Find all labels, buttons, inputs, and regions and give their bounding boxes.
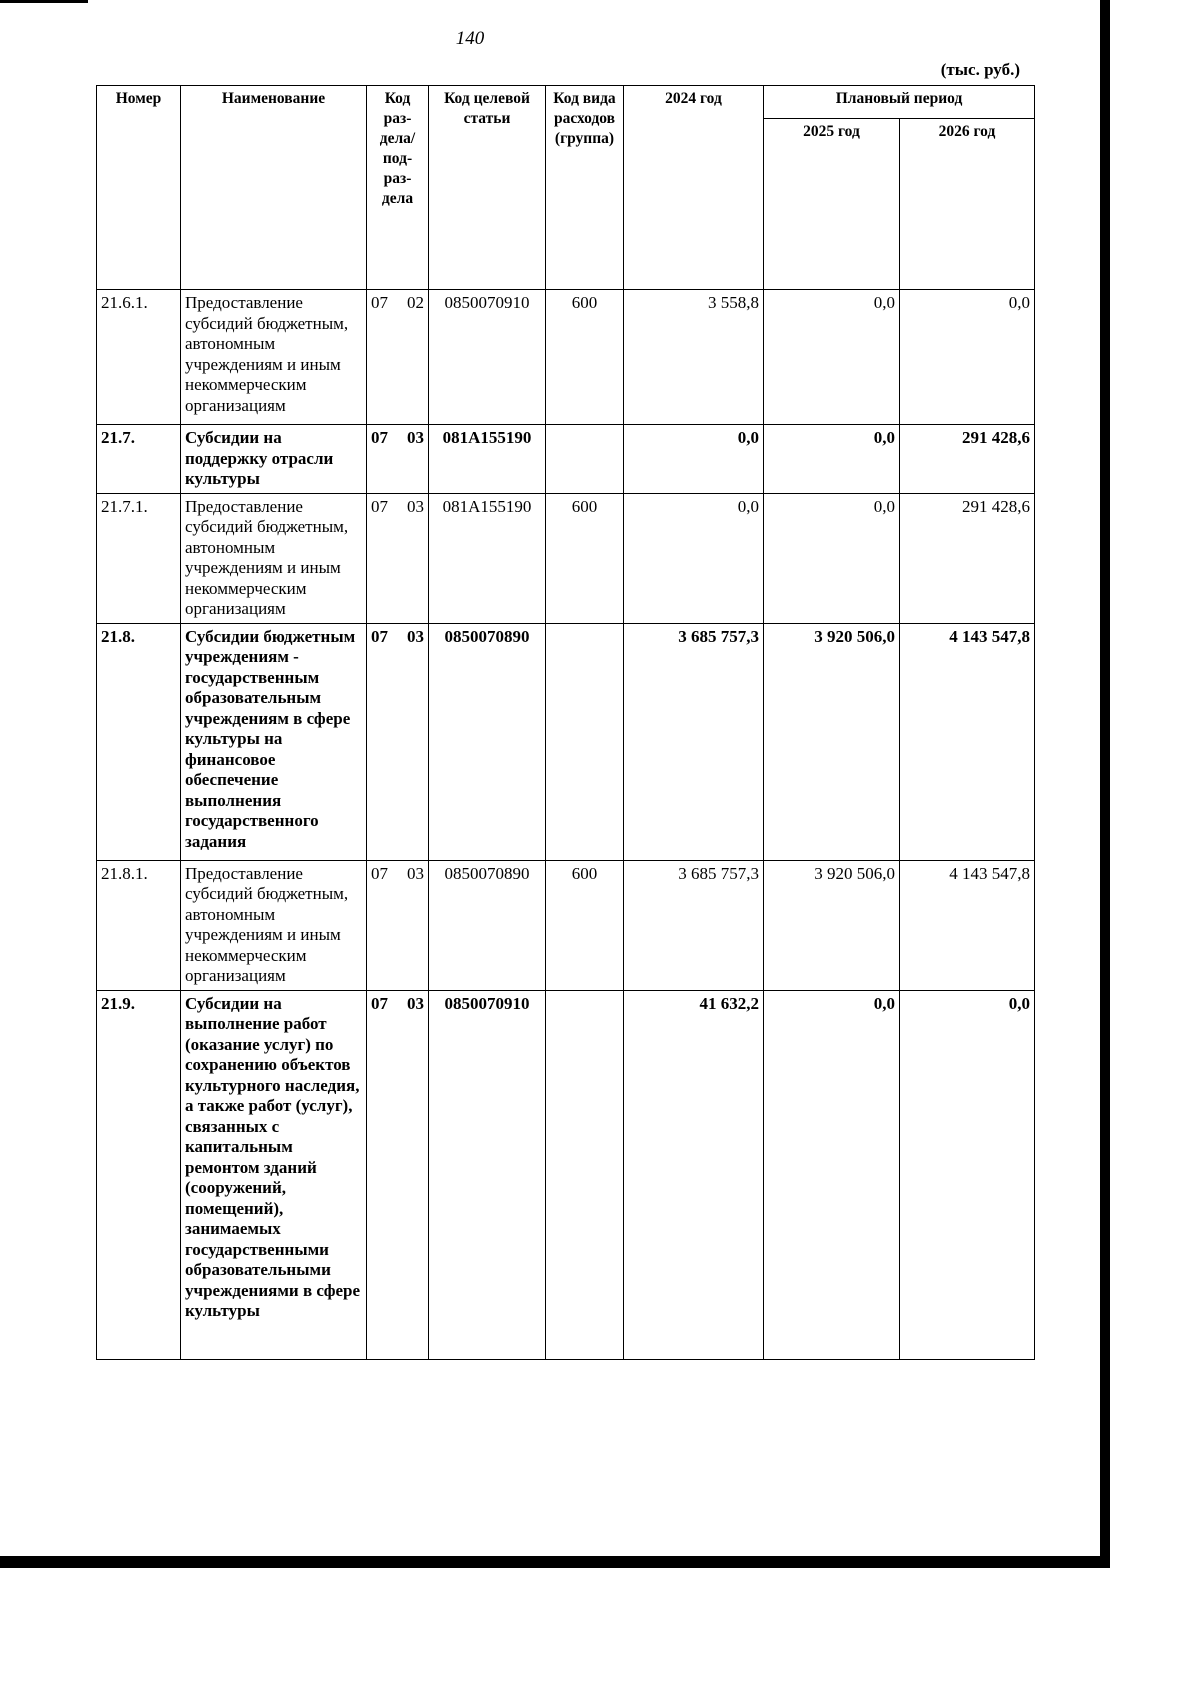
row-2025: 0,0: [764, 990, 900, 1359]
row-2024: 0,0: [624, 425, 764, 494]
header-year-2025: 2025 год: [764, 119, 900, 290]
row-name: Субсидии на выполнение работ (оказание услуг) по сохранению объектов культурного наследия, а также работ (услуг), связанных с капитальным ремонтом зданий (сооружений, помещений), занимаемых государственными образовательными учреждениями в сфере культуры: [181, 990, 367, 1359]
table-row: [97, 290, 1035, 425]
table-body: [97, 290, 1035, 1360]
row-2025: 0,0: [764, 425, 900, 494]
row-section-code: [367, 990, 429, 1359]
table-row: [97, 623, 1035, 860]
row-2026: 291 428,6: [900, 425, 1035, 494]
table-header: [97, 86, 1035, 290]
row-number: 21.7.1.: [97, 493, 181, 623]
row-number: 21.8.: [97, 623, 181, 860]
row-2026: 4 143 547,8: [900, 860, 1035, 990]
table-row: [97, 860, 1035, 990]
page-number: 140: [455, 28, 485, 49]
row-section: 07: [371, 993, 388, 1013]
row-name: Субсидии на поддержку отрасли культуры: [181, 425, 367, 494]
row-2025: 0,0: [764, 493, 900, 623]
header-planned-period: Плановый период: [764, 86, 1035, 119]
row-2026: 291 428,6: [900, 493, 1035, 623]
row-2024: 3 558,8: [624, 290, 764, 425]
row-expense-type: [546, 990, 624, 1359]
scan-edge-mark: [0, 0, 88, 3]
scan-border-right: [1100, 0, 1110, 1568]
row-subsection: 02: [407, 293, 424, 312]
row-expense-type: 600: [546, 493, 624, 623]
budget-table: [96, 85, 1035, 1360]
row-section: 07: [371, 626, 388, 646]
row-target-code: 081A155190: [429, 493, 546, 623]
row-name: Предоставление субсидий бюджетным, автономным учреждениям и иным некоммерческим организациям: [181, 290, 367, 425]
units-label: (тыс. руб.): [940, 60, 1020, 79]
row-number: 21.8.1.: [97, 860, 181, 990]
row-name: Предоставление субсидий бюджетным, автономным учреждениям и иным некоммерческим организациям: [181, 860, 367, 990]
row-subsection: 03: [407, 993, 424, 1013]
row-expense-type: 600: [546, 290, 624, 425]
row-2024: 3 685 757,3: [624, 623, 764, 860]
header-target-code: Код целевой статьи: [429, 86, 546, 290]
row-number: 21.7.: [97, 425, 181, 494]
row-section: 07: [371, 428, 388, 447]
row-section: 07: [371, 496, 388, 516]
row-2024: 41 632,2: [624, 990, 764, 1359]
table-row: [97, 425, 1035, 494]
row-target-code: 081A155190: [429, 425, 546, 494]
row-section-code: [367, 493, 429, 623]
row-section-code: [367, 623, 429, 860]
header-name: Наименование: [181, 86, 367, 290]
row-target-code: 0850070890: [429, 860, 546, 990]
row-target-code: 0850070910: [429, 990, 546, 1359]
row-2025: 3 920 506,0: [764, 860, 900, 990]
row-target-code: 0850070910: [429, 290, 546, 425]
row-target-code: 0850070890: [429, 623, 546, 860]
header-section-code: Код раз-дела/ под-раз-дела: [367, 86, 429, 290]
table-row: [97, 493, 1035, 623]
row-subsection: 03: [407, 428, 424, 447]
row-section: 07: [371, 863, 388, 883]
row-subsection: 03: [407, 863, 424, 883]
header-number: Номер: [97, 86, 181, 290]
scan-border-bottom: [0, 1556, 1110, 1568]
row-2024: 0,0: [624, 493, 764, 623]
row-2026: 4 143 547,8: [900, 623, 1035, 860]
row-section-code: [367, 860, 429, 990]
row-2025: 0,0: [764, 290, 900, 425]
row-subsection: 03: [407, 626, 424, 646]
row-2025: 3 920 506,0: [764, 623, 900, 860]
table-row: [97, 990, 1035, 1359]
row-expense-type: [546, 623, 624, 860]
row-section-code: [367, 290, 429, 425]
row-number: 21.6.1.: [97, 290, 181, 425]
row-expense-type: 600: [546, 860, 624, 990]
row-name: Субсидии бюджетным учреждениям - государственным образовательным учреждениям в сфере культуры на финансовое обеспечение выполнения государственного задания: [181, 623, 367, 860]
row-section: 07: [371, 293, 388, 312]
header-year-2026: 2026 год: [900, 119, 1035, 290]
header-expense-type: Код вида расходов (группа): [546, 86, 624, 290]
row-subsection: 03: [407, 496, 424, 516]
header-year-2024: 2024 год: [624, 86, 764, 290]
row-name: Предоставление субсидий бюджетным, автономным учреждениям и иным некоммерческим организациям: [181, 493, 367, 623]
row-number: 21.9.: [97, 990, 181, 1359]
row-expense-type: [546, 425, 624, 494]
row-2026: 0,0: [900, 990, 1035, 1359]
row-2026: 0,0: [900, 290, 1035, 425]
row-section-code: [367, 425, 429, 494]
row-2024: 3 685 757,3: [624, 860, 764, 990]
